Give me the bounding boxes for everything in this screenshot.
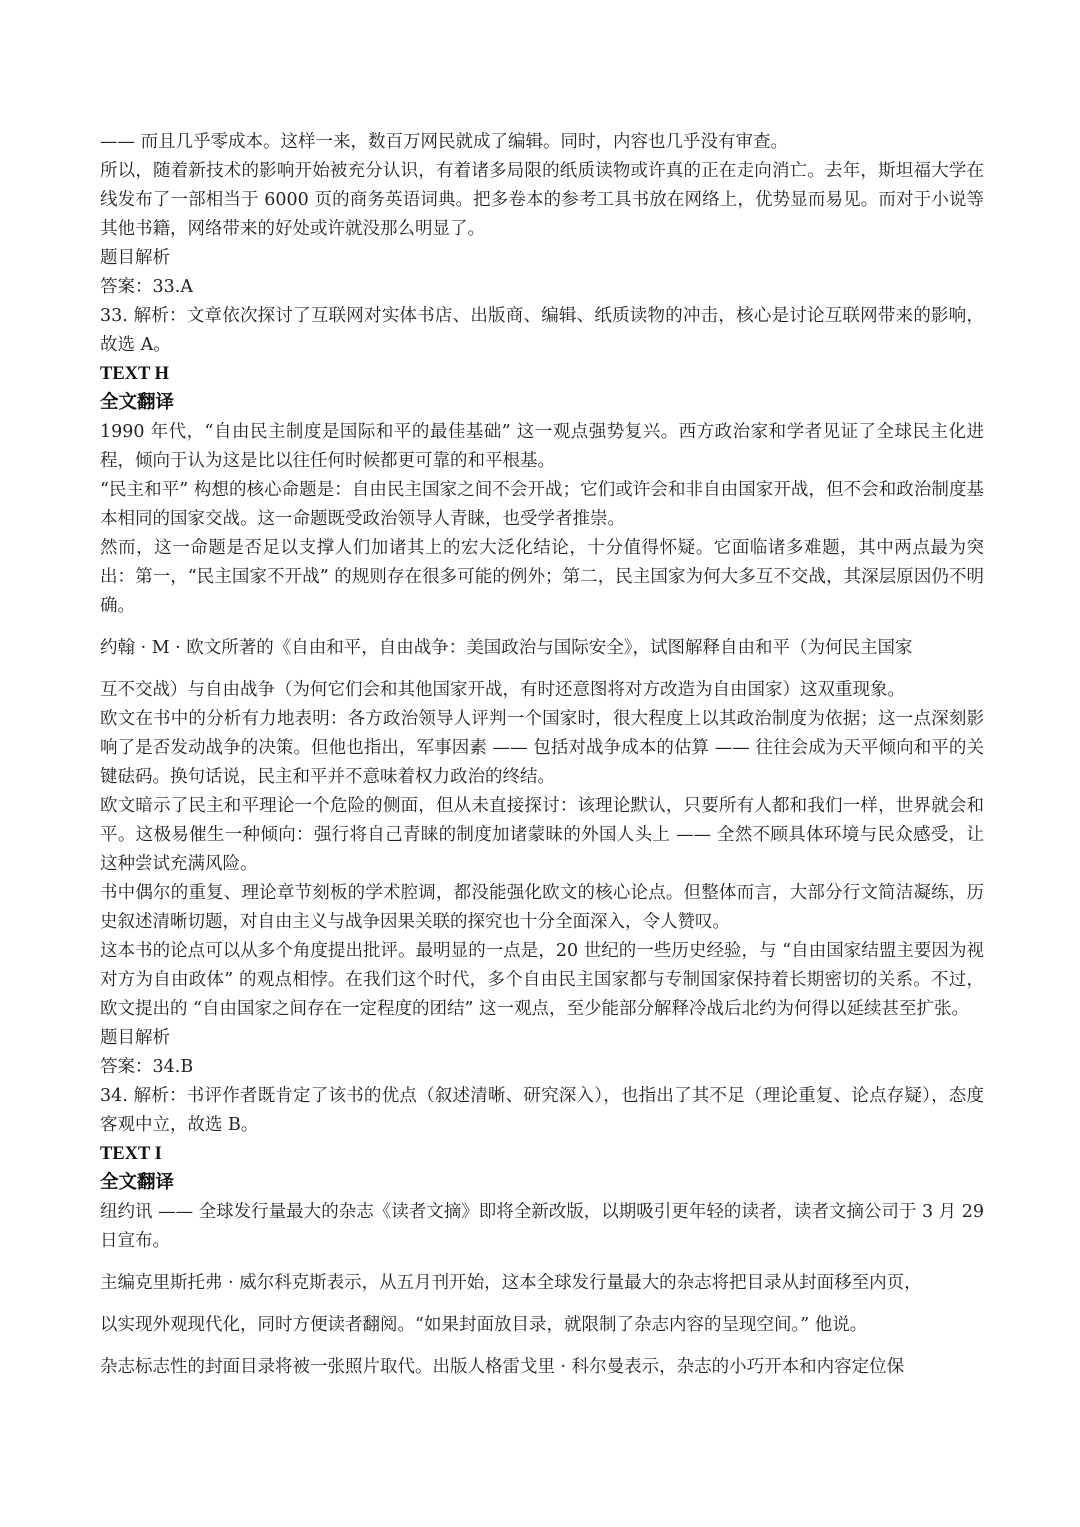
- text-line: 互不交战）与自由战争（为何它们会和其他国家开战，有时还意图将对方改造为自由国家）这双重现象。: [100, 680, 905, 700]
- paragraph: 所以，随着新技术的影响开始被充分认识，有着诸多局限的纸质读物或许真的正在走向消亡。去年，斯坦福大学在线发布了一部相当于 6000 页的商务英语词典。把多卷本的参考工具书放在网络上，优势显而易见。而对于小说等其他书籍，网络带来的好处或许就没那么明显了。: [100, 161, 984, 239]
- subsection-heading: 全文翻译: [100, 393, 175, 413]
- paragraph: 这本书的论点可以从多个角度提出批评。最明显的一点是，20 世纪的一些历史经验，与 “自由国家结盟主要因为视对方为自由政体” 的观点相悖。在我们这个时代，多个自由民主国家都与专制国家保持着长期密切的关系。不过，欧文提出的 “自由国家之间存在一定程度的团结” 这一观点，至少能部分解释冷战后北约为何得以延续甚至扩张。: [100, 941, 984, 1019]
- text-line: 约翰 · M · 欧文所著的《自由和平，自由战争：美国政治与国际安全》，试图解释自由和平（为何民主国家: [100, 638, 913, 658]
- section-label: 题目解析: [100, 1028, 170, 1048]
- paragraph: “民主和平” 构想的核心命题是：自由民主国家之间不会开战；它们或许会和非自由国家开战，但不会和政治制度基本相同的国家交战。这一命题既受政治领导人青睐，也受学者推崇。: [100, 480, 984, 529]
- paragraph: 欧文暗示了民主和平理论一个危险的侧面，但从未直接探讨：该理论默认，只要所有人都和我们一样，世界就会和平。这极易催生一种倾向：强行将自己青睐的制度加诸蒙昧的外国人头上 —— 全然不顾具体环境与民众感受，让这种尝试充满风险。: [100, 796, 984, 874]
- paragraph: 书中偶尔的重复、理论章节刻板的学术腔调，都没能强化欧文的核心论点。但整体而言，大部分行文简洁凝练，历史叙述清晰切题，对自由主义与战争因果关联的探究也十分全面深入，令人赞叹。: [100, 883, 984, 932]
- text-line: 主编克里斯托弗 · 威尔科克斯表示，从五月刊开始，这本全球发行量最大的杂志将把目录从封面移至内页，: [100, 1273, 922, 1293]
- answer-line: 答案：34.B: [100, 1057, 194, 1077]
- explanation-paragraph: 33. 解析：文章依次探讨了互联网对实体书店、出版商、编辑、纸质读物的冲击，核心是讨论互联网带来的影响，故选 A。: [100, 306, 984, 355]
- paragraph: 欧文在书中的分析有力地表明：各方政治领导人评判一个国家时，很大程度上以其政治制度为依据；这一点深刻影响了是否发动战争的决策。但他也指出，军事因素 —— 包括对战争成本的估算 —— 往往会成为天平倾向和平的关键砝码。换句话说，民主和平并不意味着权力政治的终结。: [100, 709, 984, 787]
- explanation-paragraph: 34. 解析：书评作者既肯定了该书的优点（叙述清晰、研究深入），也指出了其不足（理论重复、论点存疑），态度客观中立，故选 B。: [100, 1086, 984, 1135]
- section-heading: TEXT I: [100, 1144, 162, 1164]
- answer-line: 答案：33.A: [100, 277, 193, 297]
- text-line: —— 而且几乎零成本。这样一来，数百万网民就成了编辑。同时，内容也几乎没有审查。: [100, 132, 789, 152]
- paragraph: 然而，这一命题是否足以支撑人们加诸其上的宏大泛化结论，十分值得怀疑。它面临诸多难题，其中两点最为突出：第一，“民主国家不开战” 的规则存在很多可能的例外；第二，民主国家为何大多互不交战，其深层原因仍不明确。: [100, 538, 984, 616]
- section-label: 题目解析: [100, 248, 170, 268]
- text-line: 杂志标志性的封面目录将被一张照片取代。出版人格雷戈里 · 科尔曼表示，杂志的小巧开本和内容定位保: [100, 1357, 905, 1377]
- section-heading: TEXT H: [100, 364, 170, 384]
- paragraph: 纽约讯 —— 全球发行量最大的杂志《读者文摘》即将全新改版，以期吸引更年轻的读者，读者文摘公司于 3 月 29 日宣布。: [100, 1202, 984, 1251]
- document-page: [100, 128, 984, 1382]
- text-line: 以实现外观现代化，同时方便读者翻阅。“如果封面放目录，就限制了杂志内容的呈现空间。” 他说。: [100, 1315, 868, 1335]
- subsection-heading: 全文翻译: [100, 1173, 175, 1193]
- paragraph: 1990 年代，“自由民主制度是国际和平的最佳基础” 这一观点强势复兴。西方政治家和学者见证了全球民主化进程，倾向于认为这是比以往任何时候都更可靠的和平根基。: [100, 422, 984, 471]
